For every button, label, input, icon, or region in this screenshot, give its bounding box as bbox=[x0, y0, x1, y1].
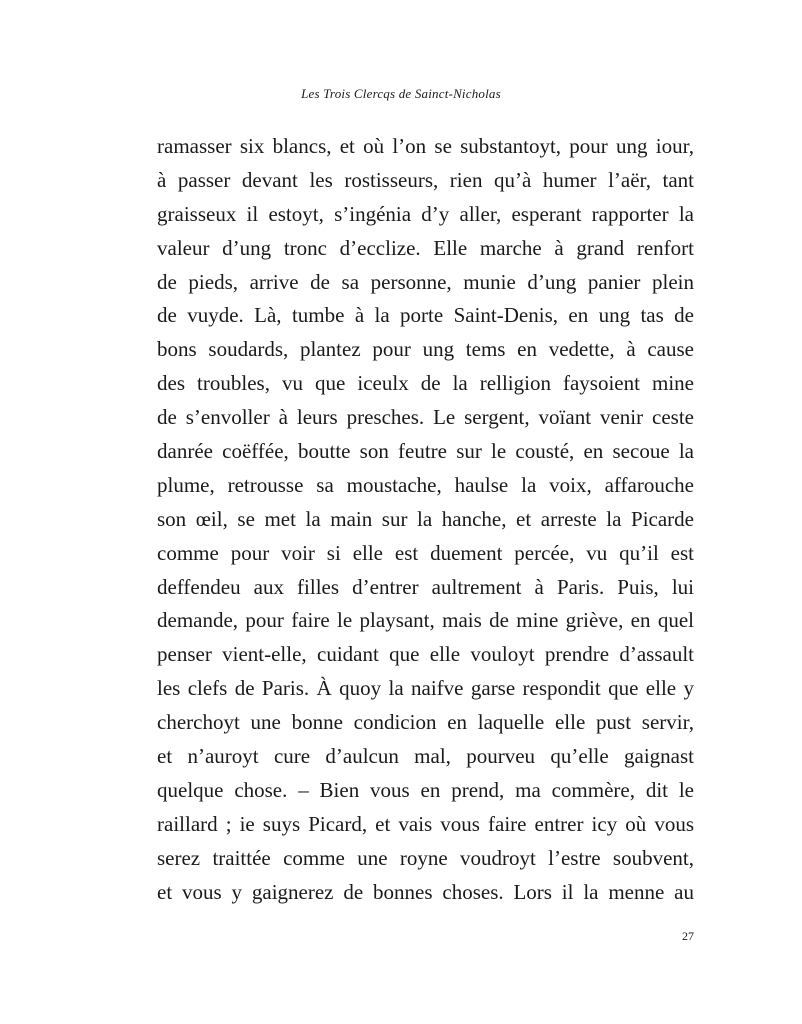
running-head: Les Trois Clercqs de Sainct-Nicholas bbox=[301, 86, 501, 101]
text-line: danrée coëffée, boutte son feutre sur le cousté, en secoue la bbox=[157, 439, 694, 464]
text-line: bons soudards, plantez pour ung tems en vedette, à cause bbox=[157, 337, 694, 362]
text-line: de vuyde. Là, tumbe à la porte Saint-Denis, en ung tas de bbox=[157, 303, 694, 328]
text-line: penser vient-elle, cuidant que elle vouloyt prendre d’assault bbox=[157, 642, 694, 667]
text-line: les clefs de Paris. À quoy la naifve garse respondit que elle y bbox=[157, 676, 694, 701]
text-line: de s’envoller à leurs presches. Le sergent, voïant venir ceste bbox=[157, 405, 694, 430]
text-line: demande, pour faire le playsant, mais de mine griève, en quel bbox=[157, 608, 694, 633]
text-line: ramasser six blancs, et où l’on se substantoyt, pour ung iour, bbox=[157, 134, 694, 158]
text-line: son œil, se met la main sur la hanche, et arreste la Picarde bbox=[157, 506, 694, 531]
text-line: à passer devant les rostisseurs, rien qu’à humer l’aër, tant bbox=[157, 167, 694, 192]
text-line: quelque chose. – Bien vous en prend, ma commère, dit le bbox=[157, 777, 694, 802]
text-line: deffendeu aux filles d’entrer aultrement à Paris. Puis, lui bbox=[157, 574, 694, 599]
text-line: valeur d’ung tronc d’ecclize. Elle marche à grand renfort bbox=[157, 235, 694, 260]
text-line: et vous y gaignerez de bonnes choses. Lors il la menne au bbox=[157, 879, 694, 904]
text-line: raillard ; ie suys Picard, et vais vous faire entrer icy où vous bbox=[157, 811, 694, 836]
text-line: comme pour voir si elle est duement percée, vu qu’il est bbox=[157, 540, 694, 565]
text-line: serez traittée comme une royne voudroyt l’estre soubvent, bbox=[157, 845, 694, 870]
text-line: et n’auroyt cure d’aulcun mal, pourveu qu’elle gaignast bbox=[157, 744, 694, 769]
text-line: cherchoyt une bonne condicion en laquelle elle pust servir, bbox=[157, 710, 694, 735]
page-number: 27 bbox=[682, 929, 694, 943]
text-line: graisseux il estoyt, s’ingénia d’y aller, esperant rapporter la bbox=[157, 201, 694, 226]
text-line: plume, retrousse sa moustache, haulse la voix, affarouche bbox=[157, 472, 694, 497]
text-line: de pieds, arrive de sa personne, munie d’ung panier plein bbox=[157, 269, 694, 294]
body-text bbox=[157, 130, 694, 909]
text-line: des troubles, vu que iceulx de la relligion faysoient mine bbox=[157, 371, 694, 396]
